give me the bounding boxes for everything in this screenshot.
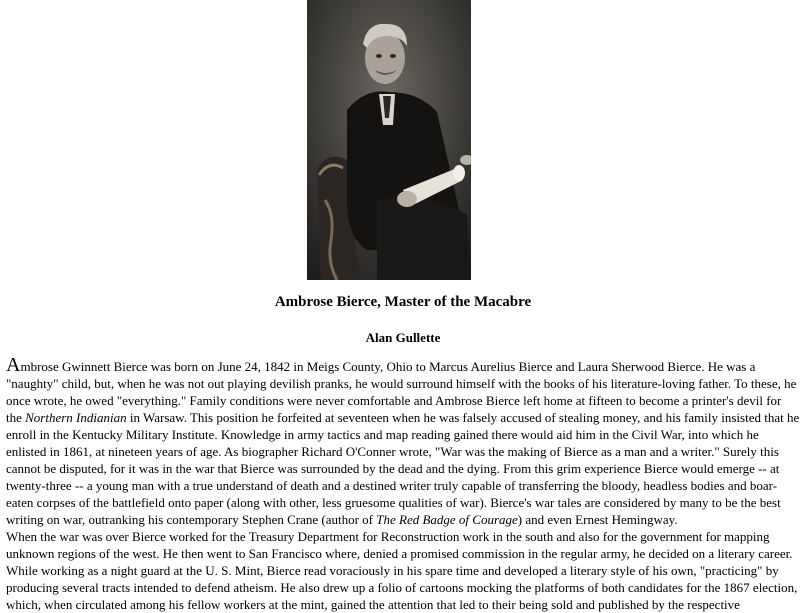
paragraph-2 bbox=[6, 528, 800, 613]
article-body bbox=[6, 354, 800, 613]
article-author: Alan Gullette bbox=[365, 330, 441, 345]
portrait-photo-illustration bbox=[307, 0, 471, 280]
newspaper-title: Northern Indianian bbox=[25, 410, 127, 425]
paragraph-1-text-a: mbrose Gwinnett Bierce was born on June 24, 1842 in Meigs County, Ohio to Marcus Aurelius Bierce and Laura Sherwood Bierce. He was a "naughty" child, but, when he was not out playing devilish pranks, he would surround himself with the books of his literature-loving father. To these, he once wrote, he owed "everything." Family conditions were never comfortable and Ambrose Bierce left home at fifteen to become a printer's devil for the bbox=[6, 359, 797, 425]
paragraph-1-text-c: ) and even Ernest Hemingway. bbox=[517, 512, 678, 527]
article-title: Ambrose Bierce, Master of the Macabre bbox=[274, 294, 532, 310]
drop-cap: A bbox=[6, 354, 21, 376]
portrait-photo bbox=[307, 0, 471, 280]
paragraph-1 bbox=[6, 354, 800, 528]
paragraph-1-text-b: in Warsaw. This position he forfeited at seventeen when he was falsely accused of stealing money, and his family insisted that he enroll in the Kentucky Military Institute. Knowledge in army tactics and map reading gained there would aid him in the Civil War, into which he enlisted in 1861, at nineteen years of age. As biographer Richard O'Conner wrote, "War was the making of Bierce as a man and a writer." Surely this cannot be disputed, for it was in the war that Bierce was surrounded by the dead and the dying. From this grim experience Bierce would emerge -- at twenty-three -- a young man with a true understand of death and a destined writer truly capable of transferring the bloody, headless bodies and boar-eaten corpses of the battlefield onto paper (along with other, less gruesome qualities of war). Bierce's war tales are considered by many to be the best writing on war, outranking his contemporary Stephen Crane (author of bbox=[6, 410, 800, 527]
book-title: The Red Badge of Courage bbox=[376, 512, 518, 527]
paragraph-2-text: When the war was over Bierce worked for the Treasury Department for Reconstruction work in the south and also for the government for mapping unknown regions of the west. He then went to San Francisco where, denied a promised commission in the regular army, he decided on a literary career. While working as a night guard at the U. S. Mint, Bierce read voraciously in his spare time and developed a literary style of his own, "practicing" by producing several tracts intended to defend atheism. He also drew up a folio of cartoons mocking the platforms of both candidates for the 1867 election, which, when circulated among his fellow workers at the mint, gained the attention that led to their being sold and published by the respective bbox=[6, 529, 798, 612]
